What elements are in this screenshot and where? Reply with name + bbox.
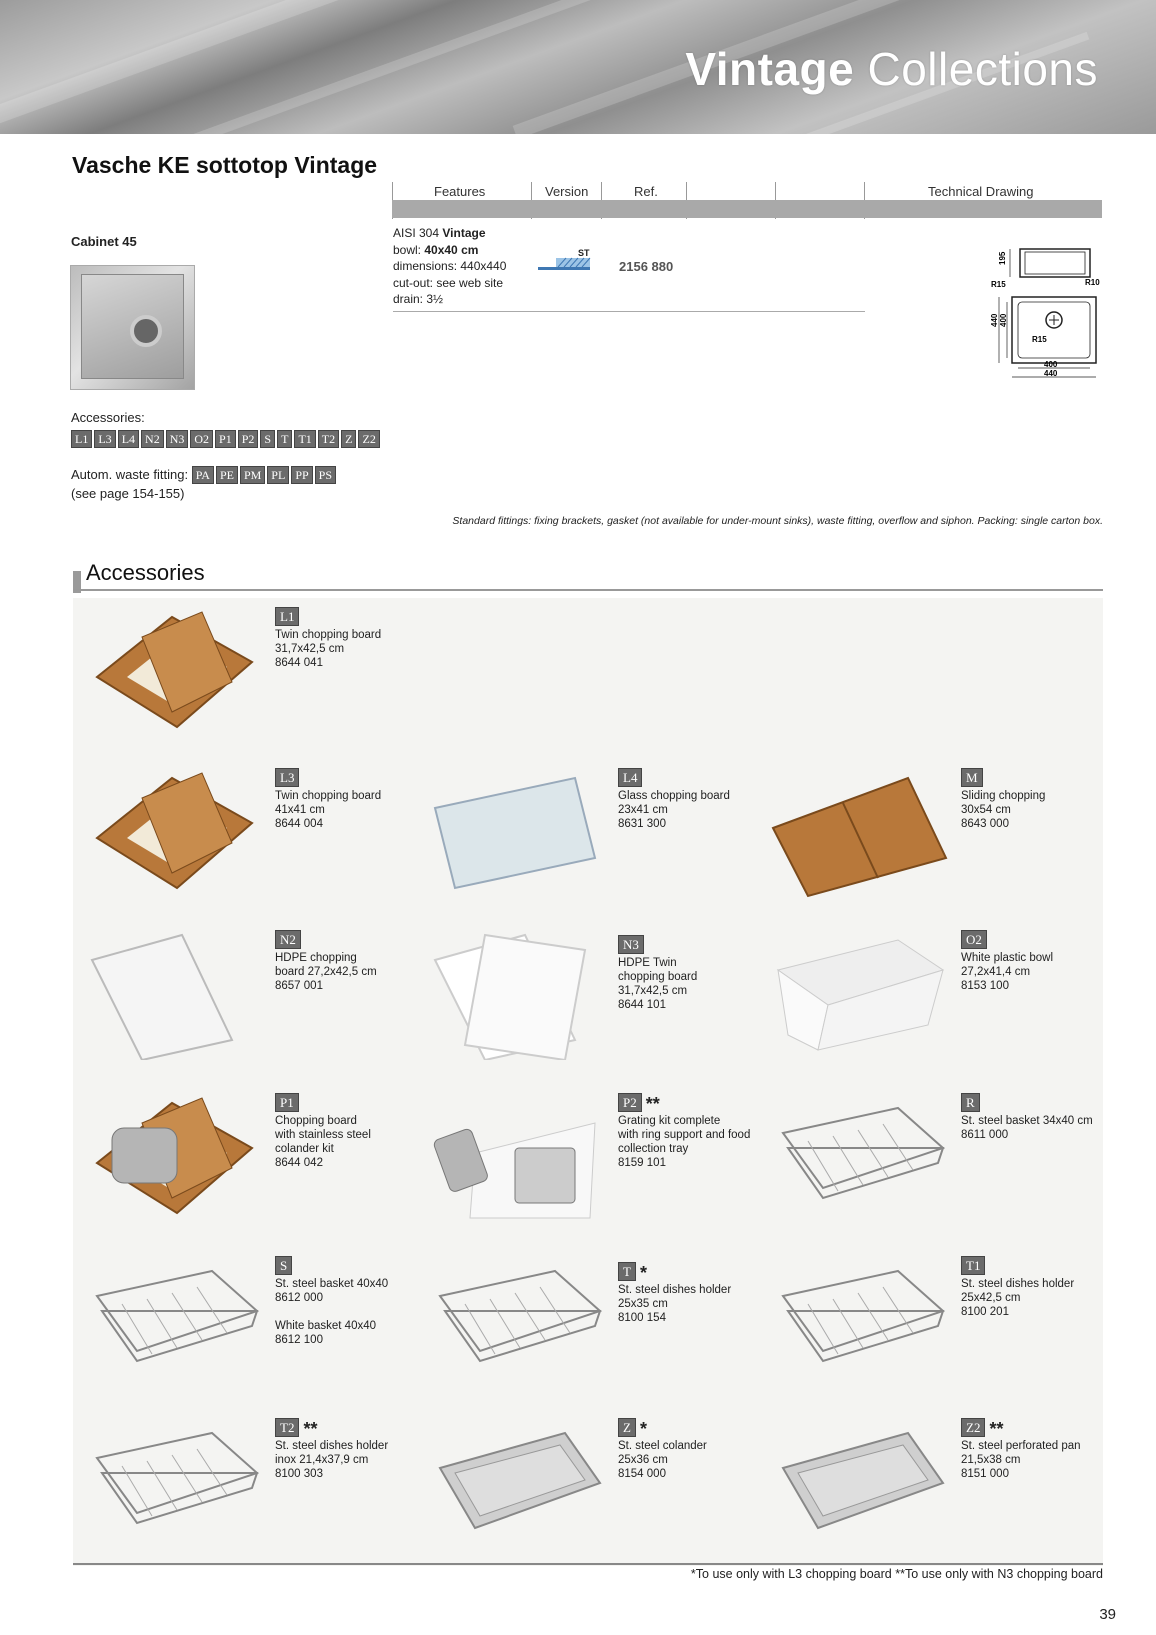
waste-codes <box>192 467 338 482</box>
ref-number: 2156 880 <box>619 259 674 274</box>
header-banner <box>0 0 1156 134</box>
accessory-line: 8612 000 <box>275 1292 323 1304</box>
standard-fittings: Standard fittings: fixing brackets, gasket (not available for under-mount sinks), waste fitting, overflow and siphon. Packing: single carton box. <box>452 515 1103 527</box>
accessory-line: 31,7x42,5 cm <box>618 985 688 997</box>
accessory-image-z <box>425 1418 605 1553</box>
accessory-line: 8153 100 <box>961 980 1009 992</box>
col-ref: Ref. <box>634 184 658 199</box>
accessory-line: 25x36 cm <box>618 1454 668 1466</box>
accessory-image-n3 <box>425 930 605 1065</box>
product-title: Vasche KE sottotop Vintage <box>72 152 378 178</box>
version-st-icon <box>538 248 594 272</box>
col-version: Version <box>545 184 589 199</box>
svg-text:440: 440 <box>1044 369 1058 378</box>
page-number: 39 <box>1099 1606 1116 1623</box>
accessory-image-t2 <box>82 1418 262 1553</box>
accessory-line: colander kit <box>275 1143 334 1155</box>
code-badge: T2 <box>318 430 339 448</box>
accessory-line: 31,7x42,5 cm <box>275 643 345 655</box>
accessory-item <box>618 1418 763 1481</box>
accessory-code-badge: N2 <box>275 930 301 949</box>
accessory-stars: * <box>639 1262 647 1283</box>
footnote: *To use only with L3 chopping board **To use only with N3 chopping board <box>690 1567 1103 1581</box>
svg-text:195: 195 <box>998 251 1007 265</box>
code-badge: Z <box>341 430 356 448</box>
code-badge: PL <box>267 466 289 484</box>
features-divider <box>393 311 865 312</box>
accessory-line: 8100 303 <box>275 1468 323 1480</box>
accessory-line: 21,5x38 cm <box>961 1454 1021 1466</box>
code-badge: PS <box>315 466 336 484</box>
accessory-line: 8151 000 <box>961 1468 1009 1480</box>
features-block: AISI 304 Vintage bowl: 40x40 cm dimensions: 440x440 cut-out: see web site drain: 3½ <box>393 226 507 306</box>
accessory-line: White plastic bowl <box>961 952 1054 964</box>
accessory-image-l3 <box>82 768 262 903</box>
accessories-rule <box>73 589 1103 591</box>
accessory-line: inox 21,4x37,9 cm <box>275 1454 369 1466</box>
accessory-item <box>961 930 1106 993</box>
accessory-line: 8644 004 <box>275 818 323 830</box>
accessory-line: 8644 041 <box>275 657 323 669</box>
bottom-rule <box>73 1563 1103 1565</box>
code-badge: L3 <box>94 430 115 448</box>
code-badge: L4 <box>118 430 139 448</box>
code-badge: L1 <box>71 430 92 448</box>
accessory-line: White basket 40x40 <box>275 1320 377 1332</box>
accessory-item <box>961 768 1106 831</box>
code-badge: S <box>260 430 275 448</box>
waste-label: Autom. waste fitting: <box>71 467 189 482</box>
svg-text:400: 400 <box>999 313 1008 327</box>
accessory-line: 8643 000 <box>961 818 1009 830</box>
accessory-code-badge: R <box>961 1093 980 1112</box>
accessory-line: board 27,2x42,5 cm <box>275 966 377 978</box>
accessory-code-badge: S <box>275 1256 292 1275</box>
accessory-line: Chopping board <box>275 1115 357 1127</box>
accessory-line: St. steel basket 40x40 <box>275 1278 389 1290</box>
accessory-line: collection tray <box>618 1143 689 1155</box>
accessory-line: St. steel perforated pan <box>961 1440 1081 1452</box>
accessory-item <box>275 607 420 670</box>
code-badge: T1 <box>294 430 315 448</box>
svg-text:R10: R10 <box>1085 278 1100 287</box>
code-badge: P1 <box>215 430 236 448</box>
accessory-line <box>275 1305 420 1319</box>
code-badge: PP <box>291 466 312 484</box>
accessory-code-badge: P1 <box>275 1093 299 1112</box>
accessory-line: St. steel basket 34x40 cm <box>961 1115 1093 1127</box>
accessory-line: Sliding chopping <box>961 790 1046 802</box>
accessory-code-badge: P2 <box>618 1093 642 1112</box>
accessory-image-t <box>425 1256 605 1391</box>
accessory-line: 8657 001 <box>275 980 323 992</box>
accessory-image-n2 <box>82 930 262 1065</box>
accessory-item <box>618 1093 763 1170</box>
accessory-item <box>618 935 763 1012</box>
accessory-stars: ** <box>645 1093 660 1114</box>
code-badge: PM <box>240 466 265 484</box>
svg-text:R15: R15 <box>1032 335 1047 344</box>
technical-drawing <box>985 247 1100 387</box>
accessory-image-o2 <box>768 930 948 1065</box>
code-badge: PE <box>216 466 238 484</box>
accessory-item <box>275 1418 420 1481</box>
col-technical-drawing: Technical Drawing <box>928 184 1034 199</box>
col-features: Features <box>434 184 486 199</box>
accessory-line: Glass chopping board <box>618 790 730 802</box>
svg-text:400: 400 <box>1044 360 1058 369</box>
accessory-line: St. steel dishes holder <box>961 1278 1075 1290</box>
code-badge: P2 <box>238 430 259 448</box>
accessory-image-l1 <box>82 607 262 742</box>
cabinet-label: Cabinet 45 <box>71 234 137 249</box>
accessory-codes <box>71 429 401 448</box>
accessory-line: 25x35 cm <box>618 1298 668 1310</box>
see-page: (see page 154-155) <box>71 486 185 501</box>
accessory-item <box>275 1256 420 1347</box>
accessory-line: 8631 300 <box>618 818 666 830</box>
code-badge: O2 <box>190 430 213 448</box>
accessory-item <box>275 768 420 831</box>
svg-text:R15: R15 <box>991 280 1006 289</box>
code-badge: N2 <box>141 430 164 448</box>
accessory-image-l4 <box>425 768 605 903</box>
accessory-line: with ring support and food <box>618 1129 751 1141</box>
accessory-code-badge: M <box>961 768 983 787</box>
accessory-item <box>275 930 420 993</box>
accessory-line: 8100 154 <box>618 1312 666 1324</box>
accessory-item <box>618 768 763 831</box>
accessory-line: 23x41 cm <box>618 804 668 816</box>
accessory-item <box>961 1256 1106 1319</box>
accessory-line: 8644 042 <box>275 1157 323 1169</box>
accessory-item <box>961 1418 1106 1481</box>
accessory-item <box>618 1262 763 1325</box>
accessory-line: 8100 201 <box>961 1306 1009 1318</box>
code-badge: Z2 <box>358 430 379 448</box>
accessory-line: 25x42,5 cm <box>961 1292 1021 1304</box>
code-badge: PA <box>192 466 214 484</box>
accessories-heading: Accessories <box>86 560 205 585</box>
accessory-code-badge: L3 <box>275 768 299 787</box>
accessory-line: 27,2x41,4 cm <box>961 966 1031 978</box>
accessory-code-badge: L4 <box>618 768 642 787</box>
banner-title: Vintage Collections <box>685 43 1098 95</box>
accessory-code-badge: N3 <box>618 935 644 954</box>
accessory-line: 8154 000 <box>618 1468 666 1480</box>
accessory-line: Twin chopping board <box>275 629 382 641</box>
accessory-line: 8159 101 <box>618 1157 666 1169</box>
accessory-line: HDPE Twin <box>618 957 677 969</box>
accessory-line: Grating kit complete <box>618 1115 721 1127</box>
accessory-code-badge: Z2 <box>961 1418 985 1437</box>
accessory-line: chopping board <box>618 971 698 983</box>
accessory-image-r <box>768 1093 948 1228</box>
accessory-image-p1 <box>82 1093 262 1228</box>
accessories-label: Accessories: <box>71 410 145 425</box>
accessory-line: HDPE chopping <box>275 952 357 964</box>
accessory-item <box>961 1093 1106 1142</box>
accessory-line: 8611 000 <box>961 1129 1009 1141</box>
accessory-stars: ** <box>303 1418 318 1439</box>
accessory-stars: * <box>639 1418 647 1439</box>
version-label: ST <box>578 248 590 258</box>
sink-photo <box>70 265 195 390</box>
accessory-line: St. steel dishes holder <box>275 1440 389 1452</box>
accessory-code-badge: T1 <box>961 1256 985 1275</box>
accessory-line: 30x54 cm <box>961 804 1011 816</box>
accessory-line: with stainless steel <box>275 1129 371 1141</box>
code-badge: T <box>277 430 292 448</box>
waste-fitting <box>71 466 338 484</box>
accessory-code-badge: L1 <box>275 607 299 626</box>
accessory-code-badge: T <box>618 1262 636 1281</box>
accessory-image-s <box>82 1256 262 1391</box>
accessory-image-m <box>768 768 948 903</box>
accessory-line: 41x41 cm <box>275 804 325 816</box>
accessory-image-p2 <box>425 1093 605 1228</box>
accessory-line: 8644 101 <box>618 999 666 1011</box>
accessory-line: St. steel colander <box>618 1440 707 1452</box>
svg-text:440: 440 <box>990 313 999 327</box>
accessory-line: Twin chopping board <box>275 790 382 802</box>
accessory-stars: ** <box>989 1418 1004 1439</box>
code-badge: N3 <box>166 430 189 448</box>
accessory-line: St. steel dishes holder <box>618 1284 732 1296</box>
accessory-code-badge: Z <box>618 1418 636 1437</box>
accessory-image-t1 <box>768 1256 948 1391</box>
accessory-item <box>275 1093 420 1170</box>
accessory-line: 8612 100 <box>275 1334 323 1346</box>
accessory-code-badge: O2 <box>961 930 987 949</box>
table-header-bar <box>392 200 1102 218</box>
accessory-code-badge: T2 <box>275 1418 299 1437</box>
accessory-image-z2 <box>768 1418 948 1553</box>
